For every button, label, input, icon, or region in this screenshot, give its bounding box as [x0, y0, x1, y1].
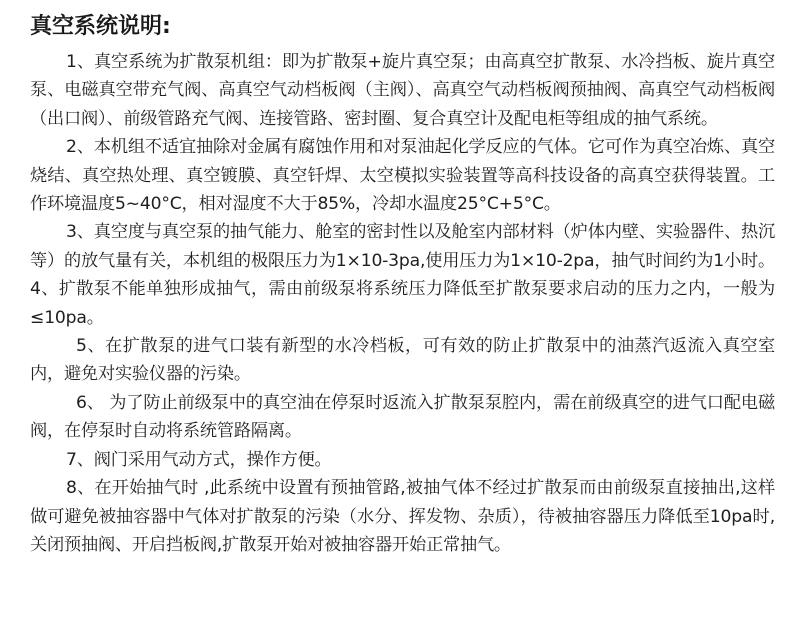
- page-title: 真空系统说明:: [30, 14, 171, 39]
- paragraph-6: 6、 为了防止前级泵中的真空油在停泵时返流入扩散泵泵腔内，需在前级真空的进气口配电磁阀，在停泵时自动将系统管路隔离。: [30, 392, 775, 442]
- paragraph-7: 7、阀门采用气动方式，操作方便。: [66, 449, 332, 470]
- paragraph-8: 8、在开始抽气时 ,此系统中设置有预抽管路,被抽气体不经过扩散泵而由前级泵直接抽出,这样做可避免被抽容器中气体对扩散泵的污染（水分、挥发物、杂质），待被抽容器压力降低至10pa时,关闭预抽阀、开启挡板阀,扩散泵开始对被抽容器开始正常抽气。: [30, 478, 775, 555]
- paragraph-1: 1、真空系统为扩散泵机组：即为扩散泵+旋片真空泵；由高真空扩散泵、水冷挡板、旋片真空泵、电磁真空带充气阀、高真空气动档板阀（主阀）、高真空气动档板阀预抽阀、高真空气动档板阀（出口阀）、前级管路充气阀、连接管路、密封圈、复合真空计及配电柜等组成的抽气系统。: [30, 52, 775, 129]
- paragraph-5: 5、在扩散泵的进气口装有新型的水冷档板，可有效的防止扩散泵中的油蒸汽返流入真空室内，避免对实验仪器的污染。: [30, 336, 775, 385]
- document-body: [30, 10, 775, 559]
- paragraph-2: 2、本机组不适宜抽除对金属有腐蚀作用和对泵油起化学反应的气体。它可作为真空冶炼、真空烧结、真空热处理、真空镀膜、真空钎焊、太空模拟实验装置等高科技设备的高真空获得装置。工作环境温度5~40°C，相对湿度不大于85%，冷却水温度25°C+5°C。: [30, 137, 775, 215]
- paragraph-4: 4、扩散泵不能单独形成抽气，需由前级泵将系统压力降低至扩散泵要求启动的压力之内，一般为≤10pa。: [30, 279, 775, 328]
- paragraph-3: 3、真空度与真空泵的抽气能力、舱室的密封性以及舱室内部材料（炉体内壁、实验器件、热沉等）的放气量有关，本机组的极限压力为1×10-3pa,使用压力为1×10-2pa，抽气时间约为1小时。: [30, 222, 775, 271]
